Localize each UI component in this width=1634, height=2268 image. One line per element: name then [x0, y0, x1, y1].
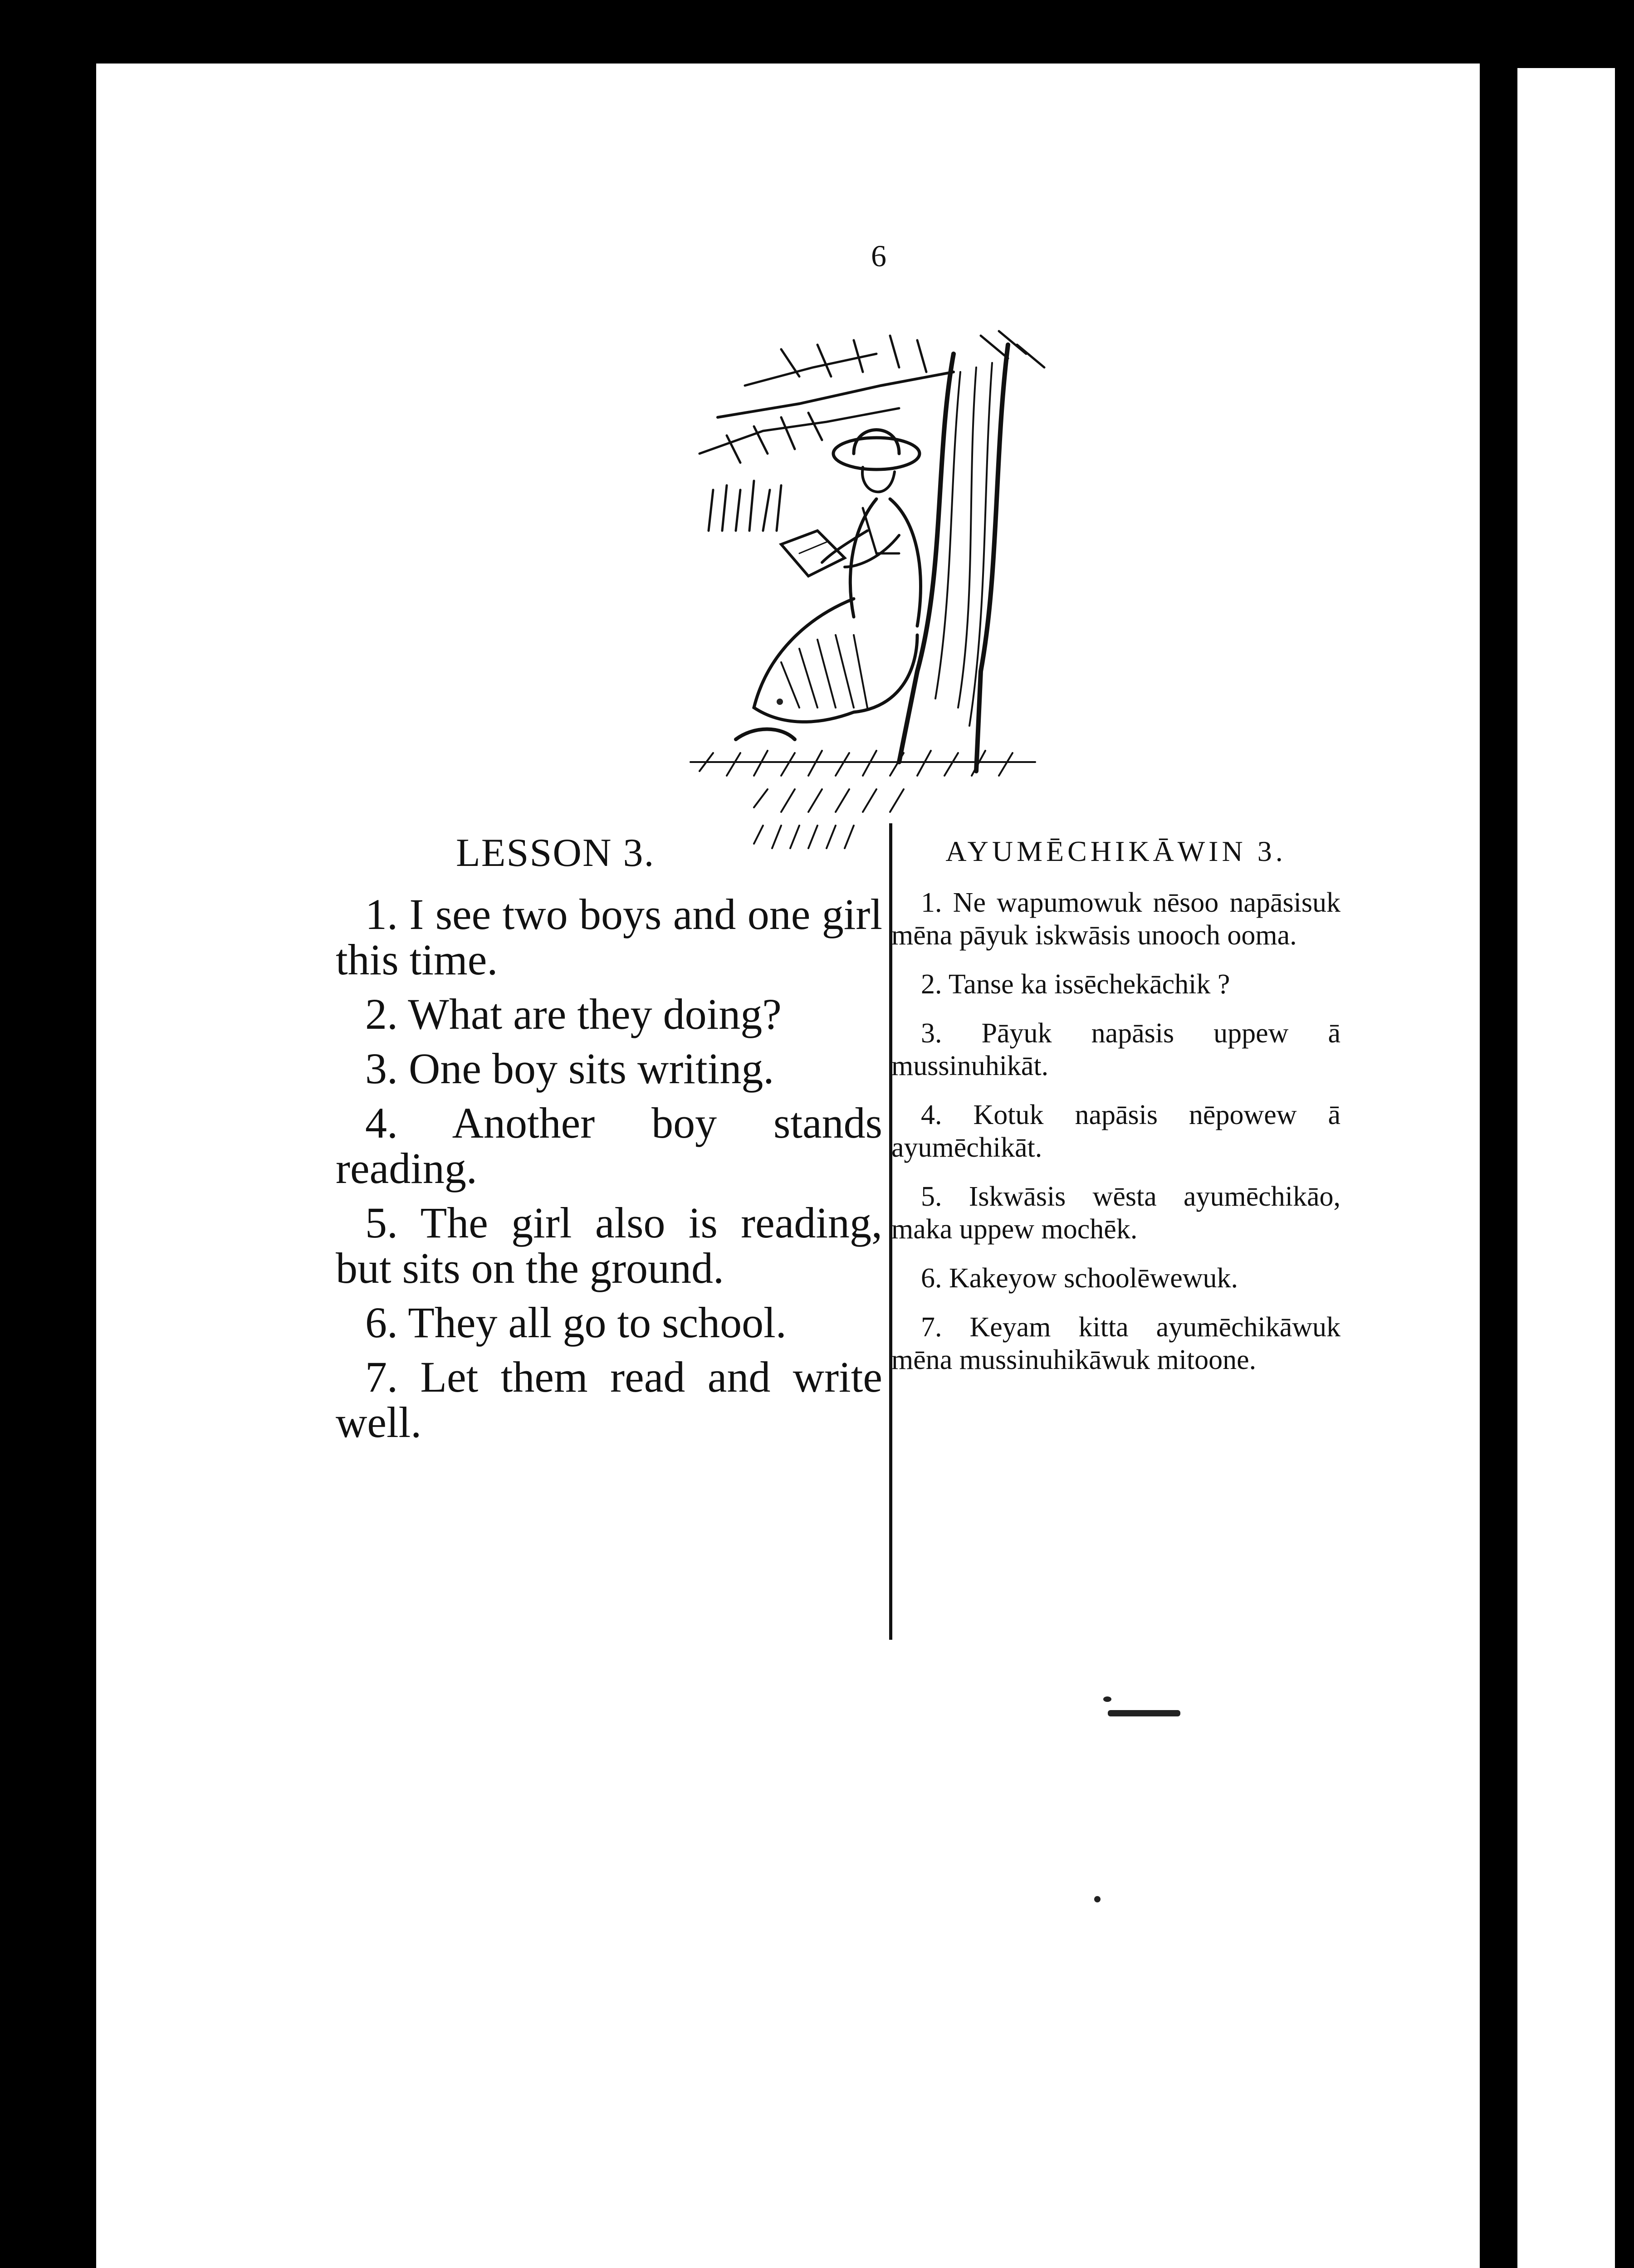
lesson-item: 1. I see two boys and one girl this time. [336, 890, 882, 984]
lesson-item: 6. They all go to school. [365, 1298, 787, 1347]
scan-speck [1094, 1896, 1101, 1902]
lesson-item: 3. One boy sits writing. [365, 1044, 774, 1093]
cree-lesson-item: 7. Keyam kitta ayumēchikāwuk mēna mussinuhikāwuk mitoone. [891, 1312, 1340, 1375]
cree-lesson-item: 6. Kakeyow schoolēwewuk. [921, 1263, 1238, 1294]
lesson-item: 2. What are they doing? [365, 990, 782, 1038]
page-number: 6 [871, 239, 886, 273]
cree-lesson-heading: AYUMĒCHIKĀWIN 3. [945, 835, 1287, 867]
girl-reading-under-tree-illustration [663, 318, 1071, 862]
cree-lesson-item: 5. Iskwāsis wēsta ayumēchikāo, maka uppew mochēk. [891, 1181, 1340, 1245]
cree-lesson-item: 2. Tanse ka issēchekāchik ? [921, 969, 1230, 1000]
adjacent-page-strip [1517, 68, 1615, 2268]
cree-lesson-item: 3. Pāyuk napāsis uppew ā mussinuhikāt. [891, 1018, 1340, 1081]
scan-speck [1103, 1696, 1111, 1702]
cree-lesson-item: 1. Ne wapumowuk nēsoo napāsisuk mēna pāyuk iskwāsis unooch ooma. [891, 887, 1340, 951]
cree-lesson-column [891, 835, 1340, 1393]
lesson-item: 4. Another boy stands reading. [336, 1099, 882, 1193]
lesson-heading: LESSON 3. [456, 831, 655, 875]
english-lesson-column [336, 830, 882, 1454]
cree-lesson-item: 4. Kotuk napāsis nēpowew ā ayumēchikāt. [891, 1100, 1340, 1163]
lesson-item: 5. The girl also is reading, but sits on the ground. [336, 1198, 882, 1292]
lesson-item: 7. Let them read and write well. [336, 1353, 882, 1447]
scan-speck [1108, 1710, 1180, 1716]
scan-speck [777, 699, 783, 705]
